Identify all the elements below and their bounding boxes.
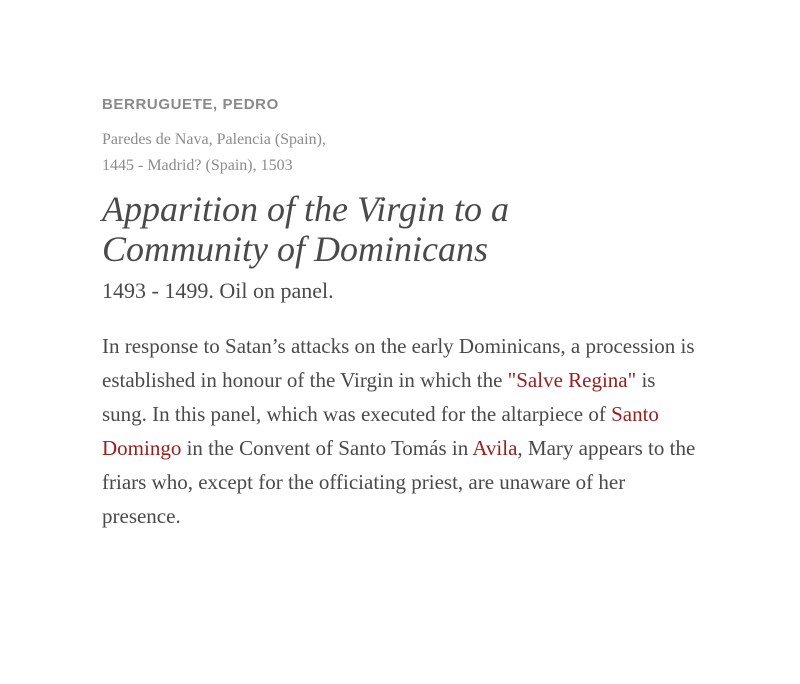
link-santo-domingo[interactable]: Santo Domingo <box>102 402 659 460</box>
description-text: , Mary appears to the friars who, except for the officiating priest, are unaware of her presence. <box>102 436 696 528</box>
artwork-title: Apparition of the Virgin to a Community of Dominicans <box>102 189 509 269</box>
artwork-meta: 1493 - 1499. Oil on panel. <box>102 278 334 303</box>
link-salve-regina[interactable]: "Salve Regina" <box>507 368 637 392</box>
artist-name[interactable]: BERRUGUETE, PEDRO <box>102 96 279 113</box>
artist-bio: Paredes de Nava, Palencia (Spain), 1445 - Madrid? (Spain), 1503 <box>102 131 326 174</box>
description-text: In response to Satan’s attacks on the early Dominicans, a procession is established in honour of the Virgin in which the <box>102 334 695 392</box>
description-text: in the Convent of Santo Tomás in <box>181 436 473 460</box>
description-text: is sung. In this panel, which was executed for the altarpiece of <box>102 368 656 426</box>
artwork-info <box>102 96 702 533</box>
artwork-description <box>102 329 702 533</box>
link-avila[interactable]: Avila <box>472 436 518 460</box>
